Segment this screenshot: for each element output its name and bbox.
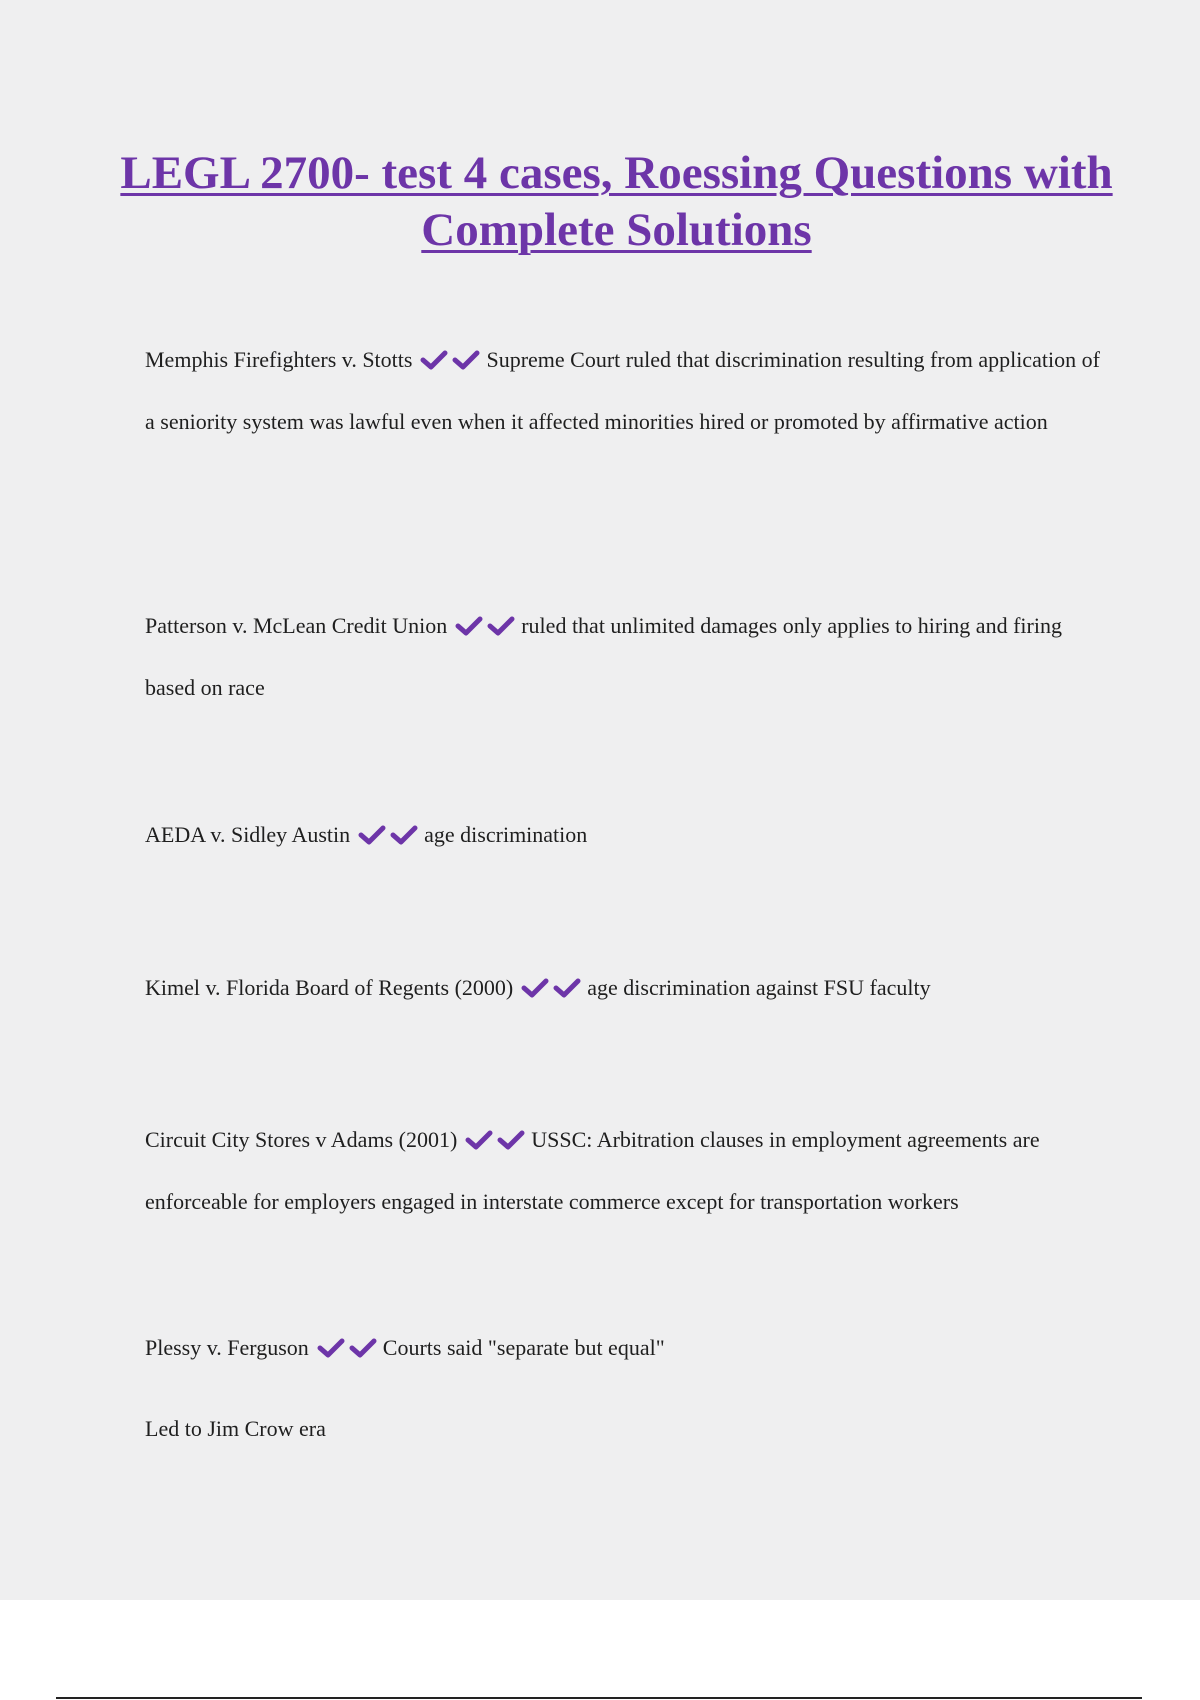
document-title: LEGL 2700- test 4 cases, Roessing Questions with Complete Solutions [120, 147, 1113, 256]
entry-text [145, 958, 1100, 1020]
check-icon [390, 825, 418, 845]
qa-entry [145, 958, 1100, 1020]
double-check-icons [358, 808, 422, 867]
check-icon [317, 1338, 345, 1358]
entry-definition: age discrimination [424, 822, 588, 847]
qa-entry [145, 1110, 1100, 1231]
entry-text [145, 1110, 1100, 1231]
entry-term: Patterson v. McLean Credit Union [145, 613, 448, 638]
double-check-icons [465, 1113, 529, 1172]
qa-entry [145, 596, 1100, 717]
check-icon [349, 1338, 377, 1358]
check-icon [358, 825, 386, 845]
check-icon [455, 616, 483, 636]
qa-entry [145, 330, 1100, 451]
entry-term: Plessy v. Ferguson [145, 1335, 309, 1360]
double-check-icons [317, 1321, 381, 1380]
check-icon [465, 1130, 493, 1150]
entry-term: Circuit City Stores v Adams (2001) [145, 1127, 458, 1152]
double-check-icons [521, 961, 585, 1020]
entry-text [145, 1318, 1100, 1380]
bottom-divider [56, 1697, 1142, 1699]
entry-term: Kimel v. Florida Board of Regents (2000) [145, 975, 514, 1000]
check-icon [487, 616, 515, 636]
entry-definition: USSC: Arbitration clauses in employment agreements are enforceable for employers engaged in interstate commerce except for transportation workers [145, 1127, 1040, 1214]
check-icon [452, 350, 480, 370]
qa-entry [145, 805, 1100, 867]
entry-text [145, 805, 1100, 867]
check-icon [420, 350, 448, 370]
entry-definition: age discrimination against FSU faculty [587, 975, 931, 1000]
double-check-icons [420, 333, 484, 392]
check-icon [553, 978, 581, 998]
qa-entry [145, 1318, 1100, 1458]
check-icon [497, 1130, 525, 1150]
entry-definition: Supreme Court ruled that discrimination resulting from application of a seniority system was lawful even when it affected minorities hired or promoted by affirmative action [145, 347, 1100, 434]
entry-definition: ruled that unlimited damages only applies to hiring and firing based on race [145, 613, 1062, 700]
double-check-icons [455, 599, 519, 658]
entry-term: Memphis Firefighters v. Stotts [145, 347, 413, 372]
entry-text [145, 596, 1100, 717]
check-icon [521, 978, 549, 998]
entry-text [145, 330, 1100, 451]
entry-extra-text: Led to Jim Crow era [145, 1416, 326, 1441]
entry-definition: Courts said "separate but equal" [382, 1335, 665, 1360]
entry-term: AEDA v. Sidley Austin [145, 822, 351, 847]
